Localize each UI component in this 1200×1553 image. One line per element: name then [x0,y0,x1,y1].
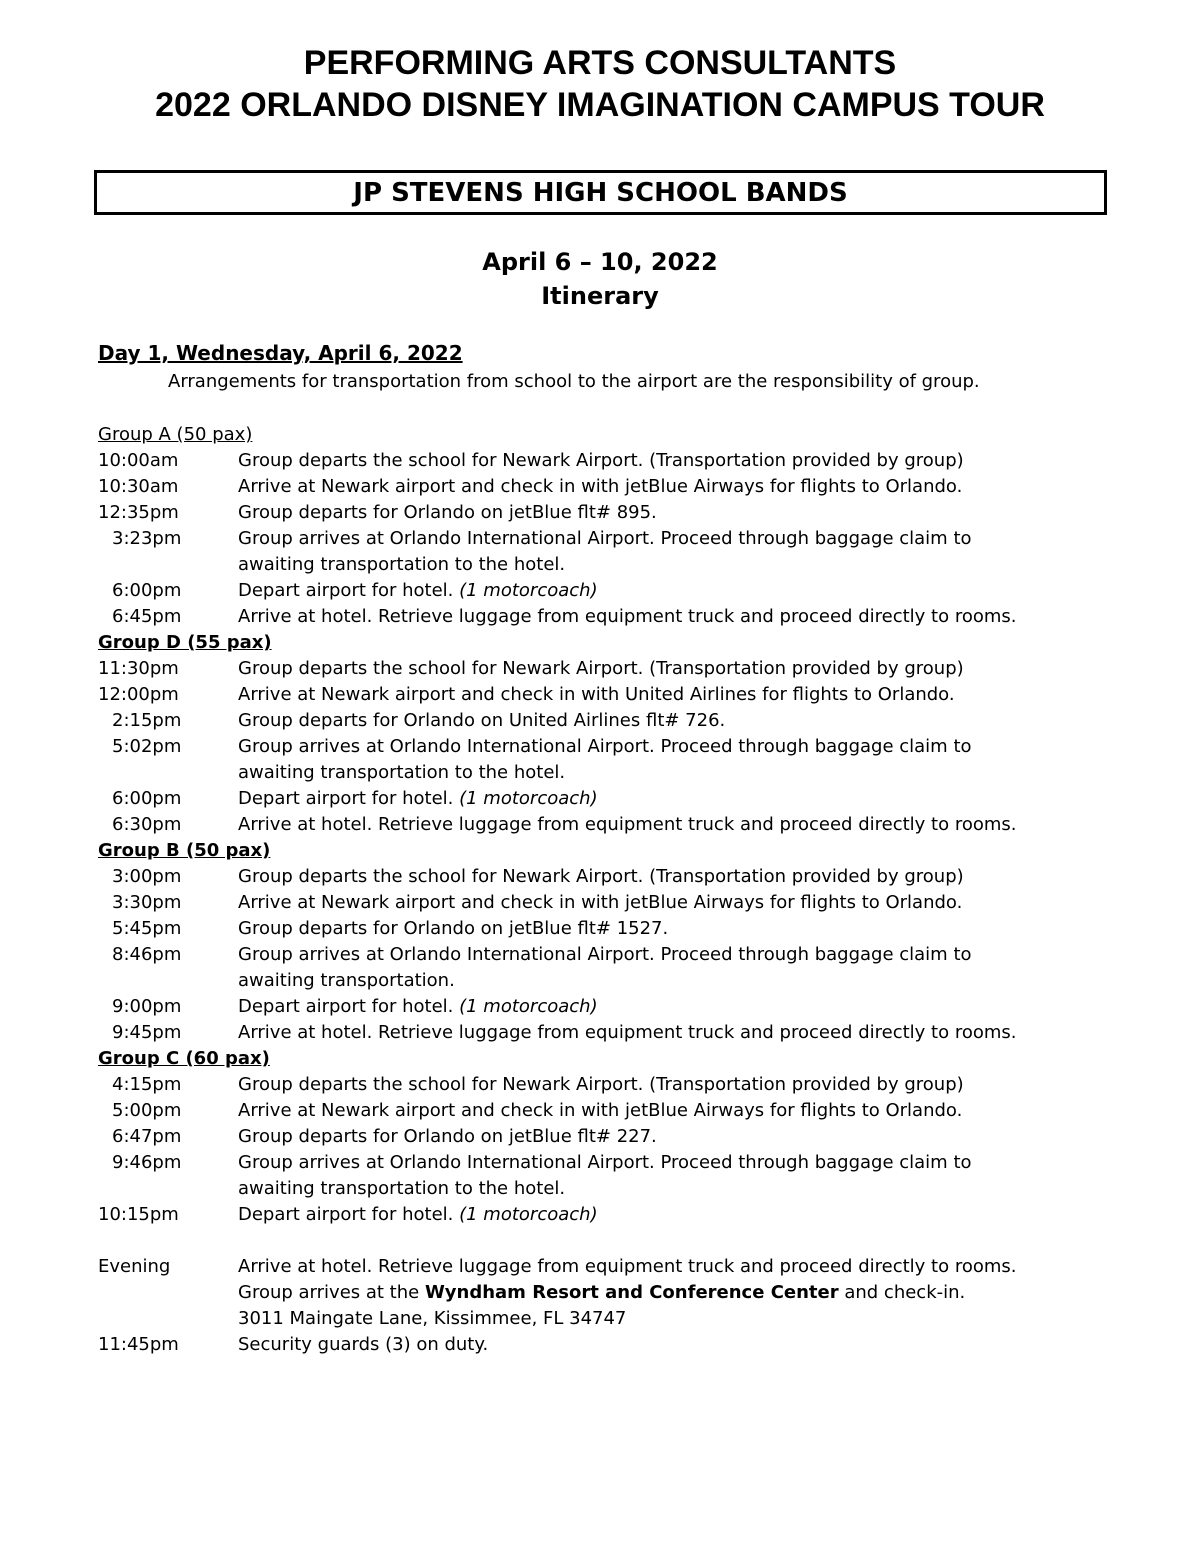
schedule-row [98,604,1098,630]
date-range: April 6 – 10, 2022 [482,248,718,276]
row-description-continued: awaiting transportation to the hotel. [238,554,566,575]
row-description: Group departs the school for Newark Airport. (Transportation provided by group) [238,1074,964,1095]
schedule-line [98,422,1098,448]
spacer [98,1228,1098,1254]
row-description: Group departs the school for Newark Airport. (Transportation provided by group) [238,450,964,471]
row-description: Arrive at hotel. Retrieve luggage from equipment truck and proceed directly to rooms. [238,814,1017,835]
row-description: Group departs for Orlando on jetBlue flt# 895. [238,502,657,523]
group-heading: Group D (55 pax) [98,632,272,653]
row-description-continued: awaiting transportation to the hotel. [238,1178,566,1199]
row-description: Arrive at hotel. Retrieve luggage from equipment truck and proceed directly to rooms. [238,606,1017,627]
row-description: Arrive at hotel. Retrieve luggage from equipment truck and proceed directly to rooms. [238,1256,1017,1277]
row-time: 5:45pm [112,918,182,939]
row-note-italic: (1 motorcoach) [459,1204,598,1225]
schedule-row [98,708,1098,734]
schedule-line [98,1046,1098,1072]
row-time: 8:46pm [112,944,182,965]
row-description: Depart airport for hotel. (1 motorcoach) [238,1204,598,1225]
row-time: Evening [98,1256,171,1277]
schedule-line [98,1176,1098,1202]
schedule-row [98,1072,1098,1098]
row-time: 6:47pm [112,1126,182,1147]
row-description: Group arrives at Orlando International Airport. Proceed through baggage claim to [238,944,972,965]
day-1-heading: Day 1, Wednesday, April 6, 2022 [98,341,463,365]
row-time: 10:15pm [98,1204,179,1225]
row-description: Depart airport for hotel. (1 motorcoach) [238,788,598,809]
row-time: 6:00pm [112,580,182,601]
schedule-line [98,552,1098,578]
group-heading: Group B (50 pax) [98,840,271,861]
row-description: Group arrives at Orlando International Airport. Proceed through baggage claim to [238,1152,972,1173]
schedule-row [98,1098,1098,1124]
schedule-row [98,474,1098,500]
row-time: 9:46pm [112,1152,182,1173]
header-line-1: PERFORMING ARTS CONSULTANTS [303,44,897,82]
schedule-row [98,448,1098,474]
schedule-row [98,1124,1098,1150]
schedule-row [98,500,1098,526]
schedule-line [98,1332,1098,1358]
itinerary-subtitle: Itinerary [541,282,659,310]
header-line-2: 2022 ORLANDO DISNEY IMAGINATION CAMPUS TOUR [155,86,1045,124]
schedule-line [98,838,1098,864]
schedule-row [98,1020,1098,1046]
schedule-row [98,916,1098,942]
schedule-row [98,942,1098,968]
schedule-row [98,578,1098,604]
row-time: 3:23pm [112,528,182,549]
row-time: 6:45pm [112,606,182,627]
schedule-row [98,1202,1098,1228]
row-time: 3:00pm [112,866,182,887]
hotel-checkin: Group arrives at the Wyndham Resort and Conference Center and check-in. [238,1282,966,1303]
schedule-row [98,890,1098,916]
row-description: Group departs the school for Newark Airport. (Transportation provided by group) [238,866,964,887]
schedule-row [98,786,1098,812]
row-description: Group arrives at Orlando International Airport. Proceed through baggage claim to [238,736,972,757]
row-note-italic: (1 motorcoach) [459,580,598,601]
row-description: Group arrives at Orlando International Airport. Proceed through baggage claim to [238,528,972,549]
schedule-row [98,734,1098,760]
row-description-continued: awaiting transportation to the hotel. [238,762,566,783]
row-time: 12:35pm [98,502,179,523]
row-time: 11:45pm [98,1334,179,1355]
schedule-line [98,1280,1098,1306]
row-description: Arrive at Newark airport and check in with United Airlines for flights to Orlando. [238,684,955,705]
row-time: 5:00pm [112,1100,182,1121]
row-time: 6:30pm [112,814,182,835]
schedule-line [98,1306,1098,1332]
schedule-row [98,526,1098,552]
school-title-box: JP STEVENS HIGH SCHOOL BANDS [94,170,1107,215]
row-description: Arrive at Newark airport and check in with jetBlue Airways for flights to Orlando. [238,892,963,913]
row-time: 10:30am [98,476,179,497]
schedule-row [98,864,1098,890]
row-description: Group departs for Orlando on jetBlue flt# 227. [238,1126,657,1147]
row-note-italic: (1 motorcoach) [459,996,598,1017]
schedule-line [98,630,1098,656]
schedule-row [98,1150,1098,1176]
schedule-line [98,760,1098,786]
schedule-row [98,812,1098,838]
row-time: 6:00pm [112,788,182,809]
row-time: 5:02pm [112,736,182,757]
schedule-row [98,682,1098,708]
row-description: Group departs the school for Newark Airport. (Transportation provided by group) [238,658,964,679]
row-time: 9:45pm [112,1022,182,1043]
row-time: 9:00pm [112,996,182,1017]
transport-note: Arrangements for transportation from school to the airport are the responsibility of group. [168,371,980,392]
row-description: Arrive at Newark airport and check in with jetBlue Airways for flights to Orlando. [238,476,963,497]
group-heading: Group C (60 pax) [98,1048,270,1069]
row-description: Arrive at hotel. Retrieve luggage from equipment truck and proceed directly to rooms. [238,1022,1017,1043]
row-time: 2:15pm [112,710,182,731]
row-note-italic: (1 motorcoach) [459,788,598,809]
schedule-line [98,1254,1098,1280]
row-time: 12:00pm [98,684,179,705]
hotel-address: 3011 Maingate Lane, Kissimmee, FL 34747 [238,1308,627,1329]
row-description: Group departs for Orlando on United Airlines flt# 726. [238,710,726,731]
row-description: Group departs for Orlando on jetBlue flt# 1527. [238,918,669,939]
row-time: 3:30pm [112,892,182,913]
row-time: 4:15pm [112,1074,182,1095]
row-description: Depart airport for hotel. (1 motorcoach) [238,580,598,601]
schedule-row [98,994,1098,1020]
group-heading: Group A (50 pax) [98,424,253,445]
row-description: Security guards (3) on duty. [238,1334,489,1355]
row-time: 11:30pm [98,658,179,679]
schedule-line [98,968,1098,994]
hotel-name: Wyndham Resort and Conference Center [424,1282,839,1303]
row-description: Arrive at Newark airport and check in with jetBlue Airways for flights to Orlando. [238,1100,963,1121]
schedule-row [98,656,1098,682]
schedule [98,422,1098,1358]
row-time: 10:00am [98,450,179,471]
row-description-continued: awaiting transportation. [238,970,455,991]
row-description: Depart airport for hotel. (1 motorcoach) [238,996,598,1017]
